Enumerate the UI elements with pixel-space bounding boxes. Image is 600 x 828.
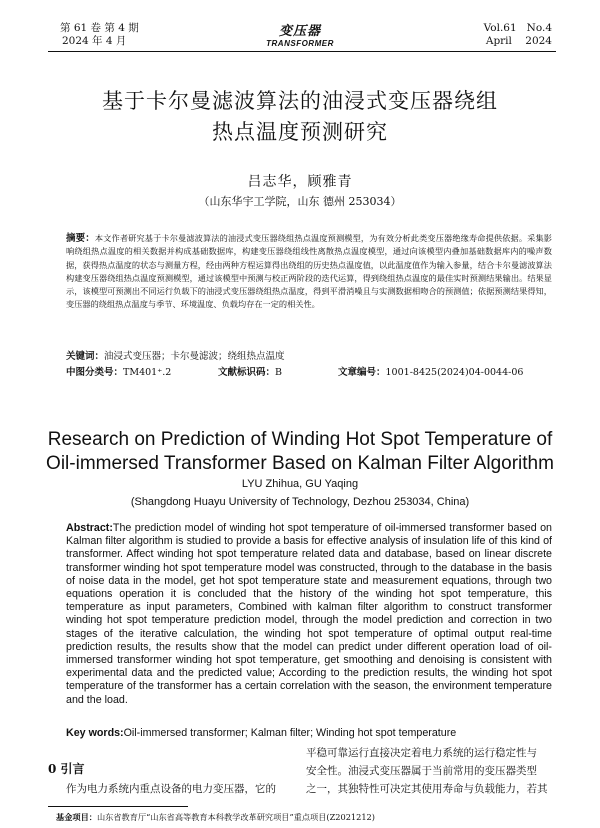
cn-keywords	[66, 348, 552, 362]
doc-code-label: 文献标识码：	[218, 367, 276, 378]
fund-note	[56, 812, 375, 823]
en-title-line1: Research on Prediction of Winding Hot Spot Temperature of	[47, 429, 553, 450]
cn-abstract	[66, 232, 552, 312]
en-abstract-text: The prediction model of winding hot spot temperature of oil-immersed transformer based on Kalman filter algorithm is studied to provide a basis for effective analysis of insulation life of this kind of transformer. Affect winding hot spot temperature related data and database, based on linear discrete transformer winding hot spot temperature model was constructed, through to the database in the basis of noise data in the model, get hot spot temperature state and measurement equations, through two equations operation it is concluded that the history of the winding hot spot temperature, this temperature as input parameters, Combined with kalman filter algorithm to construct transformer winding hot spot temperature prediction model, through the model prediction and correction in two stages of the iterative calculation, the winding hot spot temperature of optimal output real-time prediction results, the results show that the model can predict under different operation load of oil-immersed transformer winding hot spot temperature, get smoothing and denoising is consistent with experimental data and the predicted value; According to the prediction results, the winding hot spot temperature of the transformer has a certain correlation with the season, the environment temperature and the load.	[66, 522, 552, 706]
cn-abstract-label: 摘要：	[66, 233, 95, 244]
cn-title-line1: 基于卡尔曼滤波算法的油浸式变压器绕组	[102, 89, 498, 113]
en-affiliation: (Shangdong Huayu University of Technology, Dezhou 253034, China)	[130, 496, 470, 508]
cn-title	[0, 86, 600, 148]
en-authors: LYU Zhihua, GU Yaqing	[241, 478, 359, 490]
journal-volume-en	[484, 22, 552, 48]
left-column-text: 作为电力系统内重点设备的电力变压器，它的	[66, 783, 276, 795]
clc-value: TM401⁺.2	[123, 367, 172, 378]
issue-date: 2024 年 4 月	[62, 35, 127, 47]
article-no-value: 1001-8425(2024)04-0044-06	[385, 367, 524, 378]
en-keywords-label: Key words:	[66, 727, 124, 739]
article-no-label: 文章编号：	[338, 367, 386, 378]
section-title-intro: 0 引言	[48, 762, 85, 776]
right-column-line2: 安全性。油浸式变压器属于当前常用的变压器类型	[306, 765, 537, 777]
cn-affiliation: （山东华宇工学院，山东 德州 253034）	[198, 195, 402, 208]
en-abstract	[66, 522, 552, 707]
cn-title-line2: 热点温度预测研究	[212, 120, 388, 144]
header-rule	[48, 51, 556, 52]
en-keywords-text: Oil-immersed transformer; Kalman filter; Winding hot spot temperature	[123, 727, 457, 739]
doc-code-value: B	[275, 367, 282, 378]
cn-keywords-text: 油浸式变压器；卡尔曼滤波；绕组热点温度	[104, 351, 285, 362]
month-en: April	[485, 35, 512, 47]
right-column-line1: 平稳可靠运行直接决定着电力系统的运行稳定性与	[306, 747, 537, 759]
clc-label: 中图分类号：	[66, 367, 124, 378]
right-column-text	[306, 744, 558, 798]
fund-text: 山东省教育厅“山东省高等教育本科教学改革研究项目”重点项目(Z2021212)	[96, 812, 375, 822]
en-title	[0, 428, 600, 476]
en-keywords	[66, 727, 552, 740]
number-en: No.4	[526, 22, 552, 34]
logo-cn: 变压器	[278, 24, 321, 39]
volume-en: Vol.61	[483, 22, 517, 34]
en-title-line2: Oil-immersed Transformer Based on Kalman Filter Algorithm	[46, 453, 554, 474]
right-column-line3: 之一，其独特性可决定其使用寿命与负载能力，若其	[306, 783, 548, 795]
fund-label: 基金项目：	[56, 812, 97, 822]
cn-abstract-text: 本文作者研究基于卡尔曼滤波算法的油浸式变压器绕组热点温度预测模型，为有效分析此类变压器绝缘寿命提供依据。采集影响绕组热点温度的相关数据并构成基础数据库，构建变压器绕组线性离散热点温度模型，通过向该模型内叠加基础数据库内的噪声数据，获得热点温度的状态与测量方程，经由两种方程运算得出绕组的历史热点温度值，以此温度值作为输入参量，结合卡尔曼滤波算法构建变压器绕组热点温度预测模型，通过该模型中预测与校正两阶段的迭代运算，得到绕组热点温度的最佳实时预测结果输出。结果显示，该模型可预测出不同运行负载下的油浸式变压器绕组热点温度，得到平滑消噪且与实测数据相吻合的预测值；依据预测结果得知，变压器的绕组热点温度与季节、环境温度、负载均存在一定的相关性。	[66, 233, 552, 310]
en-abstract-label: Abstract:	[66, 522, 113, 534]
logo-en: TRANSFORMER	[266, 39, 334, 48]
cn-keywords-label: 关键词：	[66, 351, 105, 362]
classification-line	[66, 364, 556, 378]
footnote-rule	[48, 806, 188, 807]
volume-issue: 第 61 卷 第 4 期	[60, 22, 139, 34]
year-en: 2024	[525, 35, 552, 47]
cn-authors: 吕志华，顾雅青	[247, 174, 353, 190]
